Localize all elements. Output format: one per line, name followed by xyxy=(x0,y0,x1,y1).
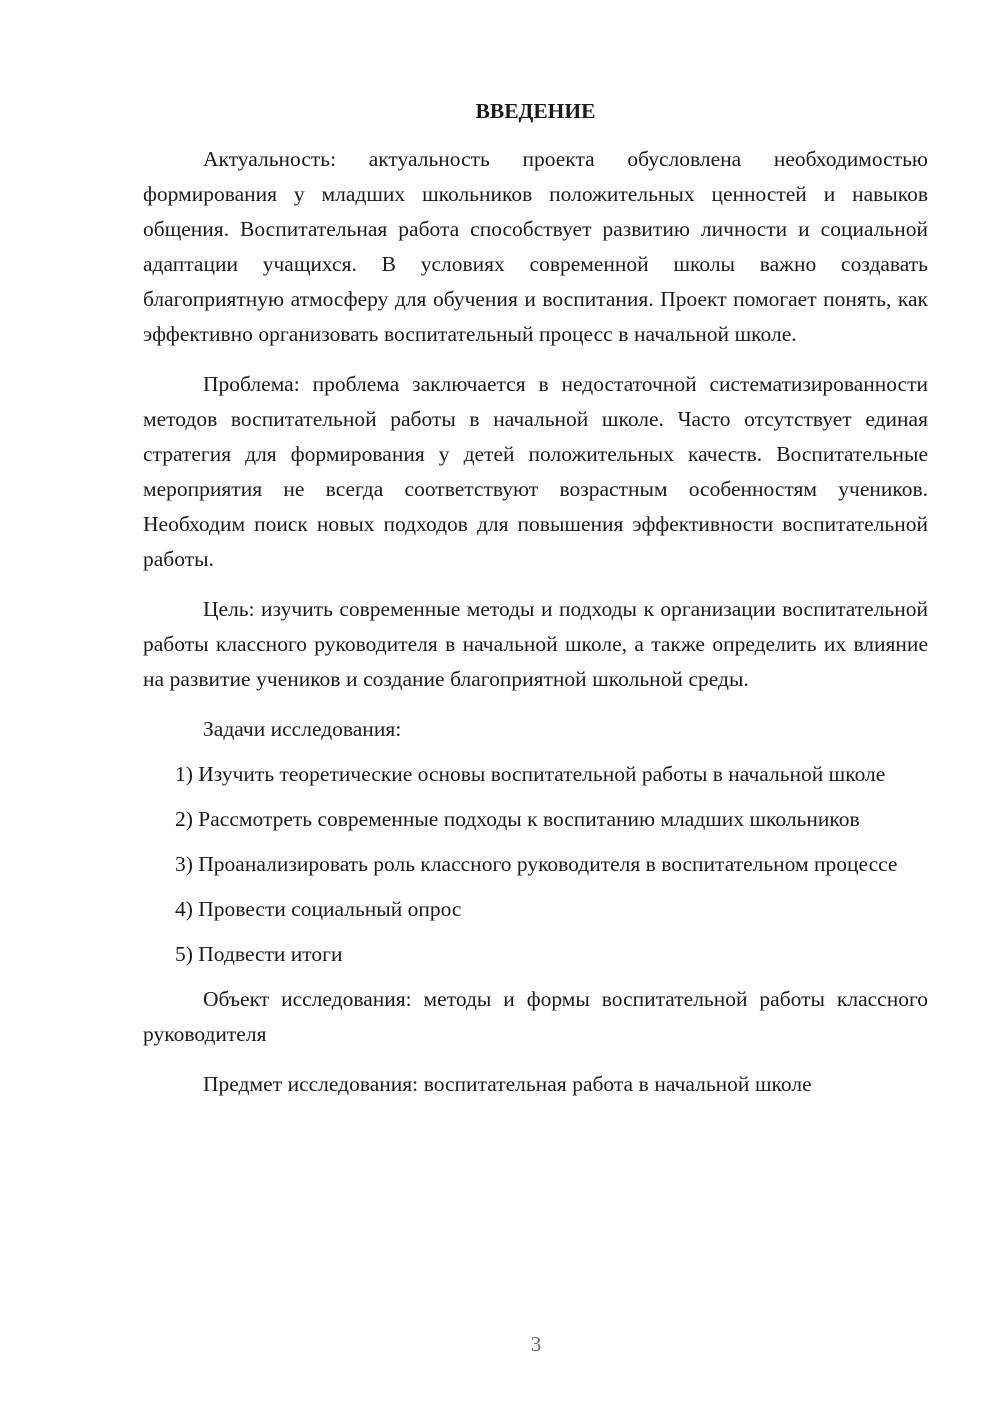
task-item-1: 1) Изучить теоретические основы воспитательной работы в начальной школе xyxy=(175,762,886,786)
relevance-paragraph: Актуальность: актуальность проекта обусловлена необходимостью формирования у младших школьников положительных ценностей и навыков общения. Воспитательная работа способствует развитию личности и социальной адаптации учащихся. В условиях современной школы важно создавать благоприятную атмосферу для обучения и воспитания. Проект помогает понять, как эффективно организовать воспитательный процесс в начальной школе. xyxy=(143,147,928,346)
page-number: 3 xyxy=(530,1332,542,1356)
page-title: ВВЕДЕНИЕ xyxy=(475,99,596,123)
problem-paragraph: Проблема: проблема заключается в недостаточной систематизированности методов воспитательной работы в начальной школе. Часто отсутствует единая стратегия для формирования у детей положительных качеств. Воспитательные мероприятия не всегда соответствуют возрастным особенностям учеников. Необходим поиск новых подходов для повышения эффективности воспитательной работы. xyxy=(143,372,928,571)
object-paragraph: Объект исследования: методы и формы воспитательной работы классного руководителя xyxy=(143,987,928,1046)
tasks-list xyxy=(143,757,928,972)
goal-paragraph: Цель: изучить современные методы и подходы к организации воспитательной работы классного руководителя в начальной школе, а также определить их влияние на развитие учеников и создание благоприятной школьной среды. xyxy=(143,597,928,691)
document-body xyxy=(143,94,928,1117)
task-item-5: 5) Подвести итоги xyxy=(175,942,343,966)
task-item-4: 4) Провести социальный опрос xyxy=(175,897,462,921)
subject-paragraph: Предмет исследования: воспитательная работа в начальной школе xyxy=(203,1072,812,1096)
task-item-2: 2) Рассмотреть современные подходы к воспитанию младших школьников xyxy=(175,807,860,831)
tasks-heading: Задачи исследования: xyxy=(203,717,402,741)
task-item-3: 3) Проанализировать роль классного руководителя в воспитательном процессе xyxy=(175,852,898,876)
